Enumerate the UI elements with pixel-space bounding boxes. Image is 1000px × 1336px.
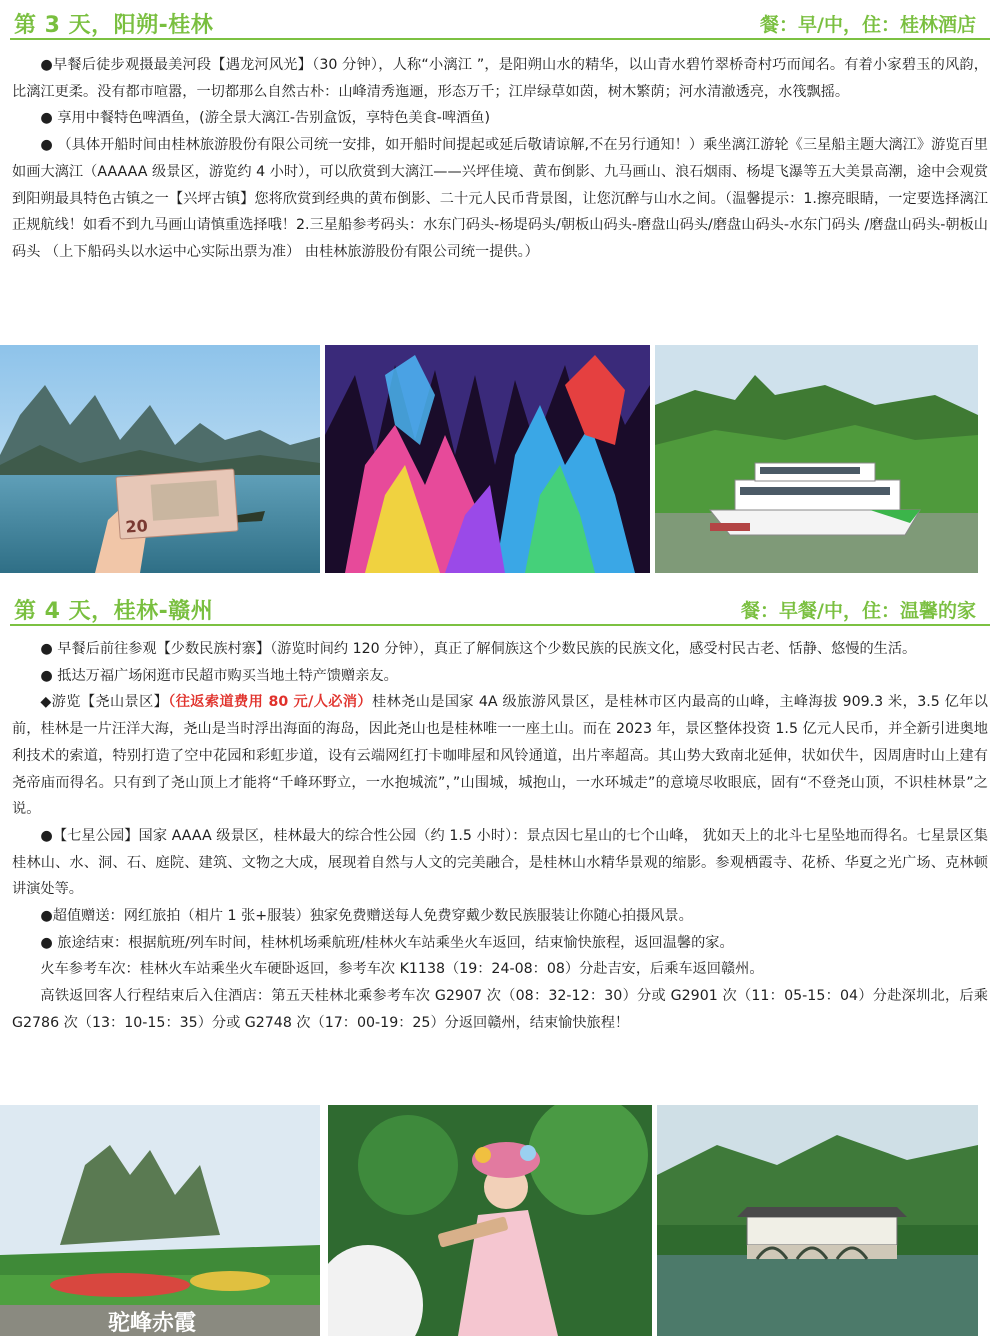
day4-paragraph-bonus: ●超值赠送：网红旅拍（相片 1 张+服装）独家免费赠送每人免费穿戴少数民族服装让你随心拍摄风景。 — [40, 908, 693, 925]
day4-header — [10, 590, 990, 626]
day3-paragraph-1: ●早餐后徒步观摄最美河段【遇龙河风光】（30 分钟），人称“小漓江 ”，是阳朔山水的精华，以山青水碧竹翠桥奇村巧而闻名。有着小家碧玉的风韵，比漓江更柔。没有都市喧嚣，一切都那么自然古朴：山峰清秀迤逦，形态万千；江岸绿草如茵，树木繁荫；河水清澈透亮，水筏飘摇。 — [12, 57, 988, 100]
flower-bridge-image — [657, 1105, 978, 1336]
day3-header — [10, 4, 990, 40]
day3-itinerary — [12, 52, 988, 266]
camel-hill-park-photo — [0, 1105, 320, 1336]
day4-photo-row — [0, 1105, 1000, 1336]
day3-paragraph-3: ● （具体开船时间由桂林旅游股份有限公司统一安排，如开船时间提起或延后敬请谅解,不在另行通知！）乘坐漓江游轮《三星船主题大漓江》游览百里如画大漓江（AAAAA 级景区，游览约 4 小时），可以欣赏到大漓江——兴坪佳境、黄布倒影、九马画山、浪石烟雨、杨堤飞瀑等五大美景高潮，途中会观赏到阳朔最具特色古镇之一【兴坪古镇】您将欣赏到经典的黄布倒影、二十元人民币背景图，让您沉醉与山水之间。（温馨提示：1.擦亮眼睛，一定要选择漓江正规航线！如看不到九马画山请慎重选择哦！2.三星船参考码头：水东门码头-杨堤码头/朝板山码头-磨盘山码头/磨盘山码头-水东门码头 /磨盘山码头-朝板山码头 （上下船码头以水运中心实际出票为准） 由桂林旅游股份有限公司统一提供。） — [12, 137, 988, 260]
yaoshan-description: 桂林尧山是国家 4A 级旅游风景区，是桂林市区内最高的山峰，主峰海拔 909.3 米，3.5 亿年以前，桂林是一片汪洋大海，尧山是当时浮出海面的海岛，因此尧山也是桂林唯一一座土山。而在 2023 年，景区整体投资 1.5 亿元人民币，并全新引进奥地利技术的索道，特别打造了空中花园和彩虹步道，设有云端网红打卡咖啡屋和风铃通道，出片率超高。其山势大致南北延伸，状如伏牛，因周唐时山上建有尧帝庙而得名。只有到了尧山顶上才能将“千峰环野立，一水抱城流”，”山围城，城抱山，一水环城走”的意境尽收眼底，固有“不登尧山顶，不识桂林景”之说。 — [12, 694, 988, 818]
day4-paragraph-2: ● 抵达万福广场闲逛市民超市购买当地土特产馈赠亲友。 — [40, 667, 398, 684]
day4-yaoshan-paragraph — [12, 689, 988, 823]
day4-paragraph-highspeed: 高铁返回客人行程结束后入住酒店：第五天桂林北乘参考车次 G2907 次（08：32-12：30）分或 G2901 次（11：05-15：04）分赴深圳北，后乘 G2786 次（13：10-15：35）分或 G2748 次（17：00-19：25）分返回赣州，结束愉快旅程！ — [12, 988, 988, 1031]
costume-portrait-image — [328, 1105, 652, 1336]
day4-itinerary — [12, 636, 988, 1037]
li-river-banknote-photo — [0, 345, 320, 573]
ethnic-costume-photo — [328, 1105, 652, 1336]
li-river-banknote-image — [0, 345, 320, 573]
reed-flute-cave-photo — [325, 345, 650, 573]
day3-title: 第 3 天，阳朔-桂林 — [14, 13, 214, 38]
day3-photo-row — [0, 345, 1000, 573]
day3-meal-lodging: 餐：早/中，住：桂林酒店 — [760, 14, 976, 36]
yaoshan-prefix: ◆游览【尧山景区】 — [40, 694, 169, 711]
cruise-ship-image — [655, 345, 978, 573]
camel-hill-image — [0, 1105, 320, 1336]
flower-bridge-photo — [657, 1105, 978, 1336]
day4-meal-lodging: 餐：早餐/中，住：温馨的家 — [741, 600, 976, 622]
day4-paragraph-qixing: ●【七星公园】国家 AAAA 级景区，桂林最大的综合性公园（约 1.5 小时）：景点因七星山的七个山峰， 犹如天上的北斗七星坠地而得名。七星景区集桂林山、水、洞、石、庭院、建筑、文物之大成，展现着自然与人文的完美融合，是桂林山水精华景观的缩影。参观栖霞寺、花桥、华夏之光广场、克林顿讲演处等。 — [12, 827, 988, 898]
li-river-cruise-photo — [655, 345, 978, 573]
day4-paragraph-1: ● 早餐后前往参观【少数民族村寨】（游览时间约 120 分钟），真正了解侗族这个少数民族的民族文化，感受村民古老、恬静、悠慢的生活。 — [40, 641, 917, 657]
day4-paragraph-train: 火车参考车次：桂林火车站乘坐火车硬卧返回，参考车次 K1138（19：24-08：08）分赴吉安，后乘车返回赣州。 — [40, 961, 764, 978]
day4-title: 第 4 天，桂林-赣州 — [14, 599, 214, 624]
day3-paragraph-2: ● 享用中餐特色啤酒鱼，(游全景大漓江-告别盒饭，享特色美食-啤酒鱼) — [40, 110, 491, 127]
yaoshan-cable-car-fee: （往返索道费用 80 元/人必消） — [168, 694, 372, 711]
cave-image — [325, 345, 650, 573]
day4-paragraph-end: ● 旅途结束：根据航班/列车时间，桂林机场乘航班/桂林火车站乘坐火车返回，结束愉快旅程，返回温馨的家。 — [40, 934, 734, 951]
banknote-value: 20 — [124, 516, 149, 537]
stone-sign-text: 驼峰赤霞 — [108, 1311, 197, 1336]
